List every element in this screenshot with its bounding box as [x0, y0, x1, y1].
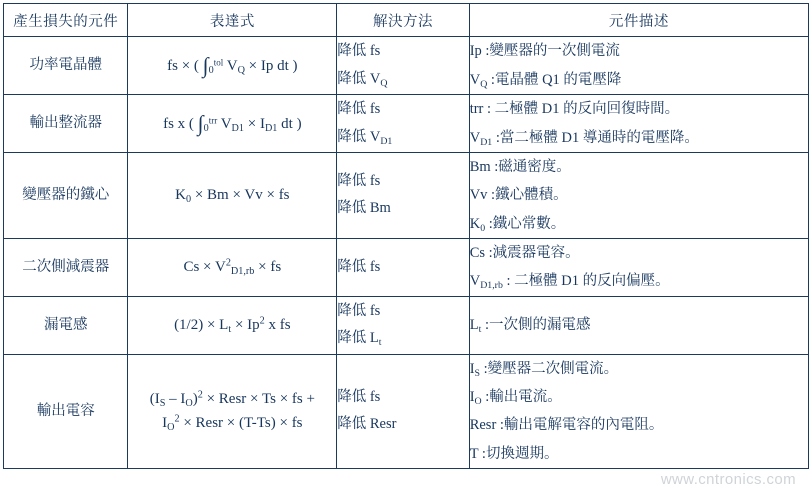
solution-line: 降低 fs	[337, 388, 381, 405]
cell-expression: $(I_S - I_O)^2$ × Resr × Ts × fs + $I_O^2$ × Resr × (T-Ts) × fs	[128, 354, 337, 468]
watermark: www.cntronics.com	[660, 471, 796, 488]
description-line: $I_S$ :變壓器二次側電流。	[469, 360, 619, 379]
header-expression: 表達式	[128, 4, 337, 37]
description-line: Resr :輸出電解電容的內電阻。	[469, 417, 664, 434]
description-line: $I_O$ :輸出電流。	[469, 389, 562, 407]
cell-description	[469, 354, 808, 468]
solution-line: 降低 $V_Q$	[337, 70, 388, 89]
cell-description	[469, 95, 808, 153]
cell-solution	[337, 238, 469, 296]
solution-line: 降低 $L_t$	[337, 330, 382, 349]
cell-component: 變壓器的鐵心	[4, 153, 128, 239]
cell-solution	[337, 354, 469, 468]
cell-description	[469, 296, 808, 354]
cell-solution	[337, 95, 469, 153]
description-line: $V_{D1,rb}$ : 二極體 D1 的反向偏壓。	[469, 273, 670, 292]
cell-description	[469, 37, 808, 95]
description-line: Cs :減震器電容。	[469, 245, 580, 262]
table-row	[4, 296, 809, 354]
solution-line: 降低 fs	[337, 100, 381, 117]
header-solution: 解決方法	[337, 4, 469, 37]
cell-component: 功率電晶體	[4, 37, 128, 95]
cell-description	[469, 153, 808, 239]
description-line: Vv :鐵心體積。	[469, 187, 568, 204]
solution-line: 降低 fs	[337, 302, 381, 319]
description-line: $V_Q$ :電晶體 Q1 的電壓降	[469, 71, 622, 90]
cell-component: 輸出整流器	[4, 95, 128, 153]
description-line: T :切換週期。	[469, 445, 559, 462]
solution-line: 降低 Resr	[337, 416, 397, 433]
description-line: Ip :變壓器的一次側電流	[469, 43, 620, 60]
description-line: trr : 二極體 D1 的反向回復時間。	[469, 101, 680, 118]
description-line: $V_{D1}$ :當二極體 D1 導通時的電壓降。	[469, 129, 699, 148]
cell-component: 二次側減震器	[4, 238, 128, 296]
table-row	[4, 95, 809, 153]
solution-line: 降低 fs	[337, 258, 381, 275]
table-row	[4, 153, 809, 239]
description-line: Bm :磁通密度。	[469, 159, 571, 175]
description-line: $L_t$ :一次側的漏電感	[469, 317, 591, 335]
description-line: $K_0$ :鐵心常數。	[469, 215, 566, 234]
solution-line: 降低 fs	[337, 172, 381, 189]
cell-solution	[337, 37, 469, 95]
solution-line: 降低 $V_{D1}$	[337, 128, 393, 147]
cell-expression: $(1/2) \times L_t \times Ip^2$ x fs	[128, 296, 337, 354]
table-row	[4, 238, 809, 296]
cell-expression: fs × ( $\int_0^{tol}$ $V_Q \times Ip$ dt )	[128, 37, 337, 95]
header-description: 元件描述	[469, 4, 808, 37]
cell-component: 輸出電容	[4, 354, 128, 468]
power-loss-table	[3, 3, 809, 469]
cell-component: 漏電感	[4, 296, 128, 354]
cell-description	[469, 238, 808, 296]
solution-line: 降低 Bm	[337, 200, 391, 217]
table-row	[4, 37, 809, 95]
cell-expression: fs x ( $\int_0^{trr}$ $V_{D1} \times I_{D1}$ dt )	[128, 95, 337, 153]
table-header-row	[4, 4, 809, 37]
header-component: 產生損失的元件	[4, 4, 128, 37]
cell-solution	[337, 153, 469, 239]
solution-line: 降低 fs	[337, 42, 381, 59]
table-row	[4, 354, 809, 468]
cell-expression: $K_0 \times Bm \times Vv$ × fs	[128, 153, 337, 239]
cell-solution	[337, 296, 469, 354]
cell-expression: $Cs \times V^2_{D1,rb}$ × fs	[128, 238, 337, 296]
